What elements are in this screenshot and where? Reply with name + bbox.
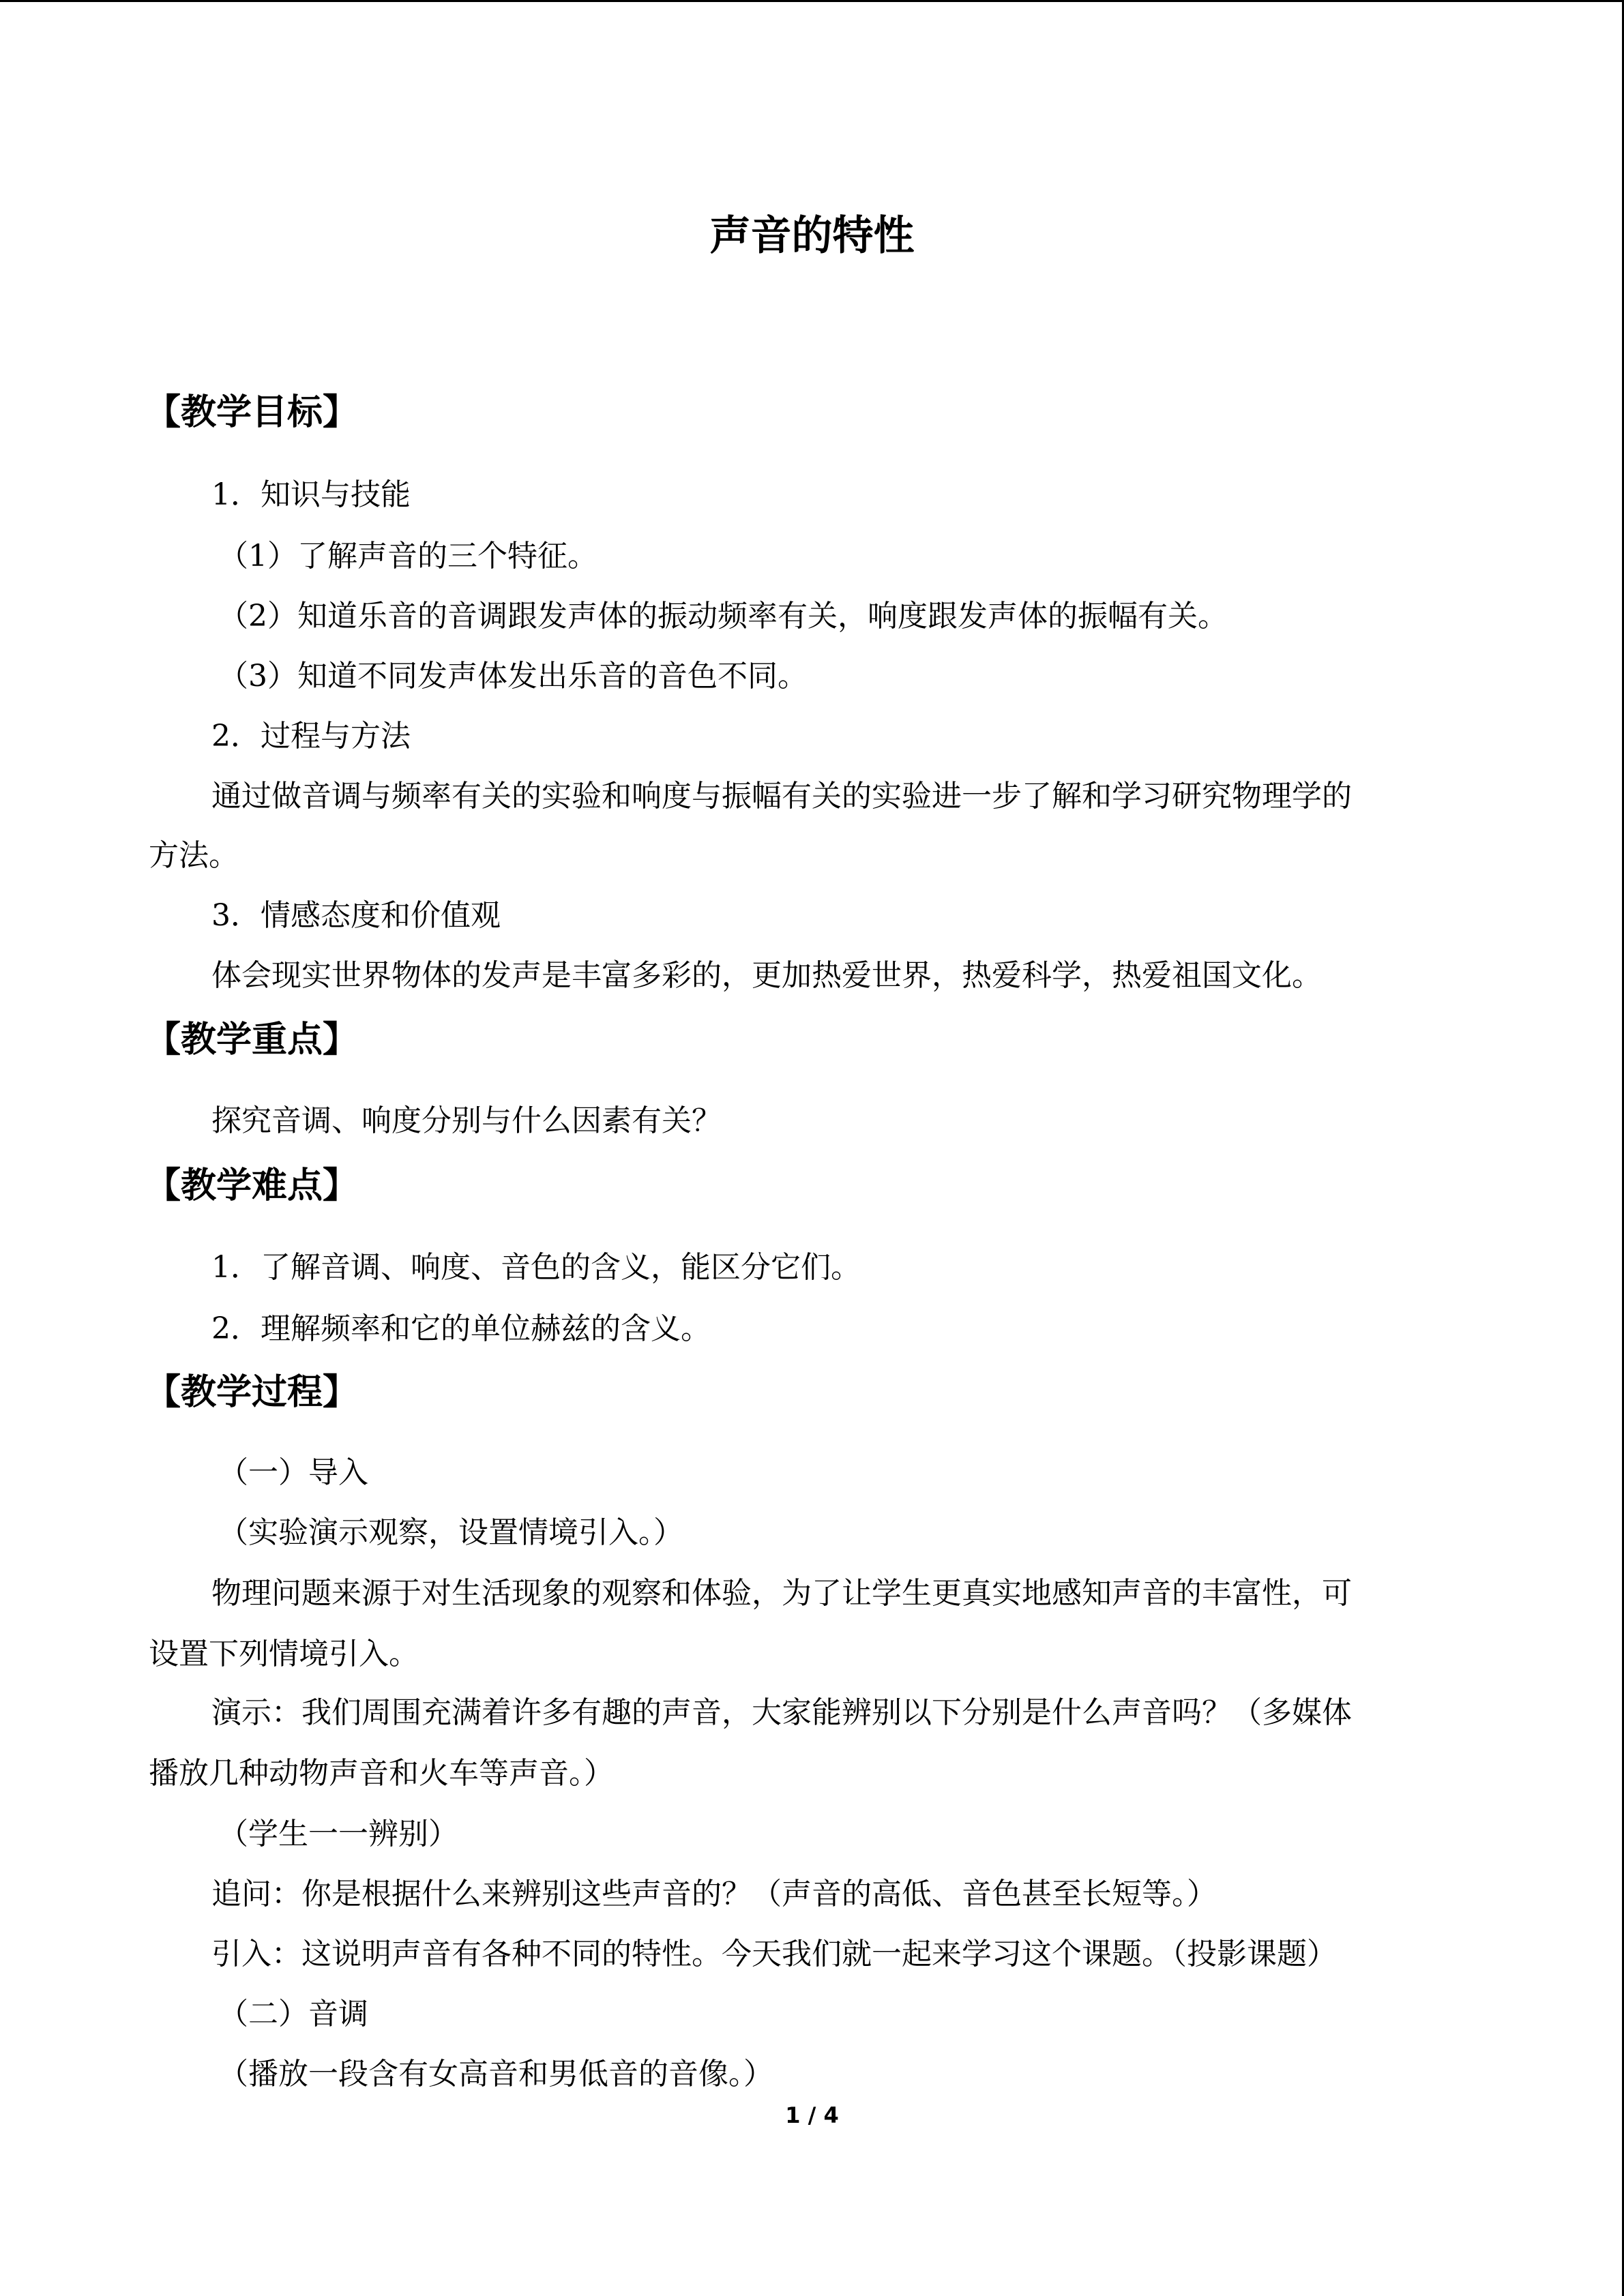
heading-key-points: 【教学重点】: [145, 1019, 359, 1060]
objectives-line: 3．情感态度和价值观: [211, 898, 501, 933]
objectives-line: （3）知道不同发声体发出乐音的音色不同。: [218, 659, 808, 694]
process-line: 播放几种动物声音和火车等声音。）: [149, 1756, 614, 1791]
process-line: （实验演示观察，设置情境引入。）: [218, 1515, 683, 1550]
process-line: （二）音调: [218, 1997, 368, 2031]
heading-objectives: 【教学目标】: [145, 392, 359, 433]
key-points-line: 探究音调、响度分别与什么因素有关？: [211, 1103, 722, 1138]
objectives-line: （2）知道乐音的音调跟发声体的振动频率有关，响度跟发声体的振幅有关。: [218, 599, 1228, 633]
process-line: （学生一一辨别）: [218, 1817, 458, 1851]
heading-difficulties: 【教学难点】: [145, 1165, 359, 1206]
process-line: 演示：我们周围充满着许多有趣的声音，大家能辨别以下分别是什么声音吗？（多媒体: [211, 1695, 1352, 1730]
objectives-line: 体会现实世界物体的发声是丰富多彩的，更加热爱世界，热爱科学，热爱祖国文化。: [211, 958, 1322, 993]
process-line: 物理问题来源于对生活现象的观察和体验，为了让学生更真实地感知声音的丰富性，可: [211, 1576, 1352, 1611]
objectives-line: 1．知识与技能: [211, 477, 411, 512]
process-line: （播放一段含有女高音和男低音的音像。）: [218, 2057, 773, 2091]
objectives-line: 通过做音调与频率有关的实验和响度与振幅有关的实验进一步了解和学习研究物理学的: [211, 779, 1352, 814]
document-title: 声音的特性: [709, 212, 915, 260]
process-line: （一）导入: [218, 1455, 368, 1490]
difficulties-line: 2．理解频率和它的单位赫兹的含义。: [211, 1311, 711, 1346]
page-number: 1 / 4: [785, 2102, 839, 2128]
difficulties-line: 1．了解音调、响度、音色的含义，能区分它们。: [211, 1250, 861, 1285]
process-line: 追问：你是根据什么来辨别这些声音的？（声音的高低、音色甚至长短等。）: [211, 1877, 1217, 1911]
process-line: 设置下列情境引入。: [149, 1637, 419, 1671]
objectives-line: 2．过程与方法: [211, 719, 411, 754]
objectives-line: 方法。: [149, 838, 239, 873]
process-line: 引入：这说明声音有各种不同的特性。今天我们就一起来学习这个课题。（投影课题）: [211, 1937, 1337, 1971]
objectives-line: （1）了解声音的三个特征。: [218, 539, 597, 573]
heading-process: 【教学过程】: [145, 1372, 359, 1413]
